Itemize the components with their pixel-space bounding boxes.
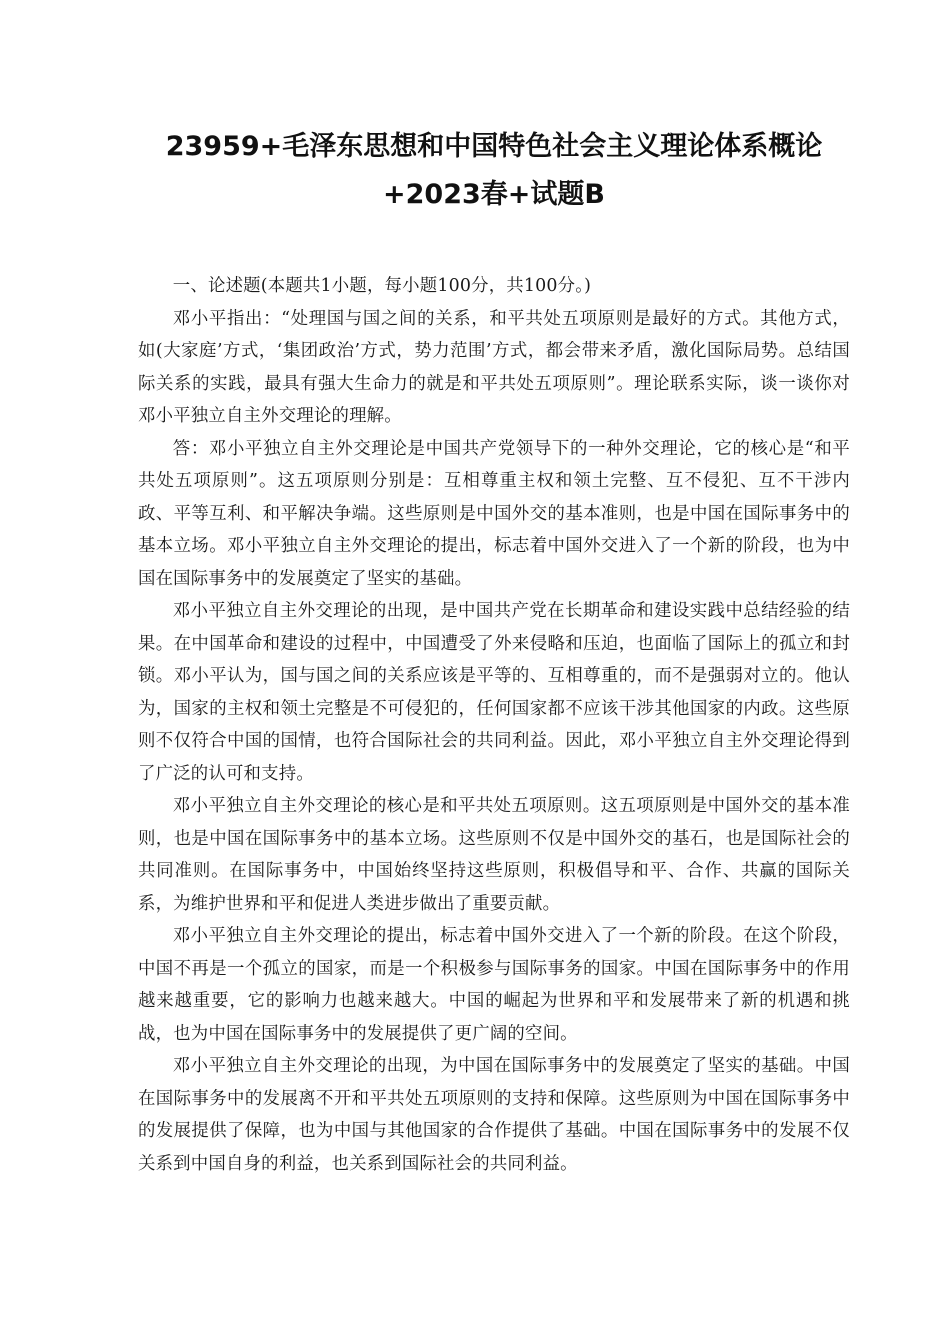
title-line-2: +2023春+试题B	[383, 179, 605, 210]
body-paragraph: 邓小平独立自主外交理论的出现，为中国在国际事务中的发展奠定了坚实的基础。中国在国际事务中的发展离不开和平共处五项原则的支持和保障。这些原则为中国在国际事务中的发展提供了保障，也为中国与其他国家的合作提供了基础。中国在国际事务中的发展不仅关系到中国自身的利益，也关系到国际社会的共同利益。	[138, 1056, 850, 1174]
body-paragraph: 邓小平独立自主外交理论的出现，是中国共产党在长期革命和建设实践中总结经验的结果。在中国革命和建设的过程中，中国遭受了外来侵略和压迫，也面临了国际上的孤立和封锁。邓小平认为，国与国之间的关系应该是平等的、互相尊重的，而不是强弱对立的。他认为，国家的主权和领土完整是不可侵犯的，任何国家都不应该干涉其他国家的内政。这些原则不仅符合中国的国情，也符合国际社会的共同利益。因此，邓小平独立自主外交理论得到了广泛的认可和支持。	[138, 601, 850, 784]
answer-paragraph: 答：邓小平独立自主外交理论是中国共产党领导下的一种外交理论，它的核心是“和平共处五项原则”。这五项原则分别是：互相尊重主权和领土完整、互不侵犯、互不干涉内政、平等互利、和平解决争端。这些原则是中国外交的基本准则，也是中国在国际事务中的基本立场。邓小平独立自主外交理论的提出，标志着中国外交进入了一个新的阶段，也为中国在国际事务中的发展奠定了坚实的基础。	[138, 438, 850, 589]
document-title	[138, 123, 850, 219]
document-body	[138, 270, 850, 1180]
section-heading: 一、论述题(本题共1小题，每小题100分，共100分。)	[172, 276, 592, 296]
body-paragraph: 邓小平独立自主外交理论的核心是和平共处五项原则。这五项原则是中国外交的基本准则，也是中国在国际事务中的基本立场。这些原则不仅是中国外交的基石，也是国际社会的共同准则。在国际事务中，中国始终坚持这些原则，积极倡导和平、合作、共赢的国际关系，为维护世界和平和促进人类进步做出了重要贡献。	[138, 796, 850, 914]
title-line-1: 23959+毛泽东思想和中国特色社会主义理论体系概论	[165, 131, 823, 162]
body-paragraph: 邓小平独立自主外交理论的提出，标志着中国外交进入了一个新的阶段。在这个阶段，中国不再是一个孤立的国家，而是一个积极参与国际事务的国家。中国在国际事务中的作用越来越重要，它的影响力也越来越大。中国的崛起为世界和平和发展带来了新的机遇和挑战，也为中国在国际事务中的发展提供了更广阔的空间。	[138, 926, 850, 1044]
question-paragraph: 邓小平指出：“处理国与国之间的关系，和平共处五项原则是最好的方式。其他方式，如(大家庭’方式，‘集团政治’方式，势力范围’方式，都会带来矛盾，激化国际局势。总结国际关系的实践，最具有强大生命力的就是和平共处五项原则”。理论联系实际，谈一谈你对邓小平独立自主外交理论的理解。	[138, 308, 850, 426]
